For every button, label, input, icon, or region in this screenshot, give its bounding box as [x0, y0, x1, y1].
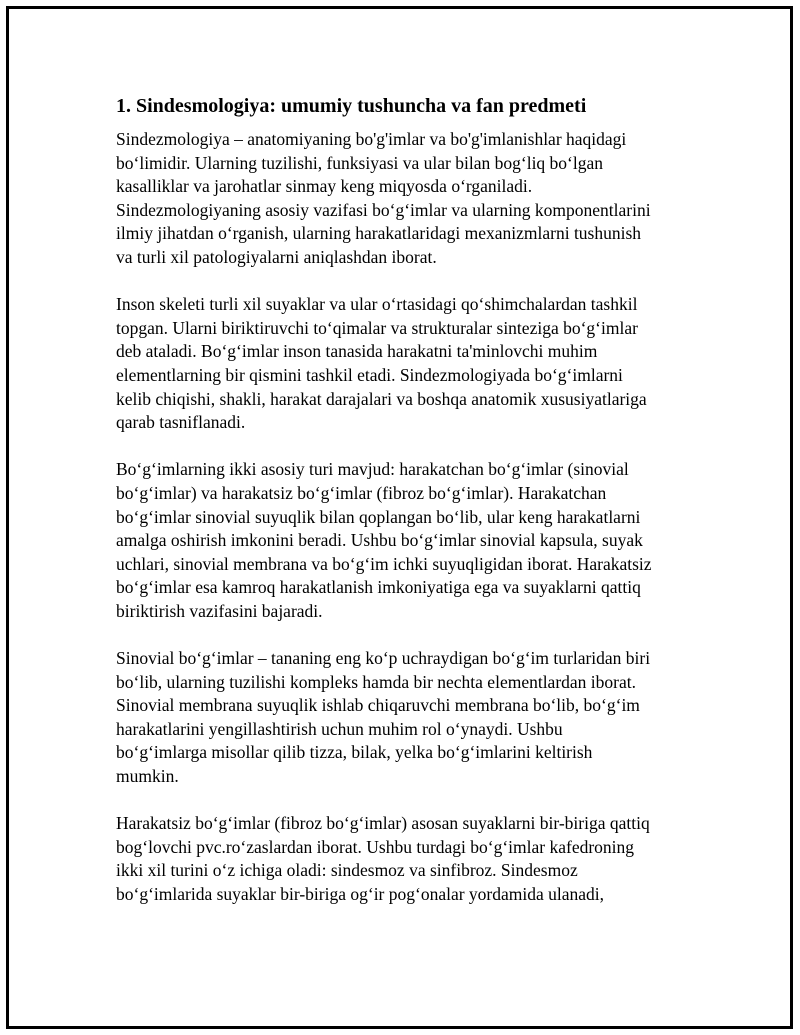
section-heading: 1. Sindesmologiya: umumiy tushuncha va fan predmeti — [116, 95, 587, 117]
paragraph-line: qarab tasniflanadi. — [116, 412, 246, 433]
paragraph-line: Sindezmologiyaning asosiy vazifasi bo‘g‘imlar va ularning komponentlarini — [116, 199, 651, 220]
paragraph-1 — [116, 128, 696, 270]
paragraph-2 — [116, 293, 696, 435]
paragraph-line: topgan. Ularni biriktiruvchi to‘qimalar va strukturalar sinteziga bo‘g‘imlar — [116, 317, 638, 338]
paragraph-line: ikki xil turini o‘z ichiga oladi: sindesmoz va sinfibroz. Sindesmoz — [116, 860, 578, 881]
paragraph-line: ilmiy jihatdan o‘rganish, ularning harakatlaridagi mexanizmlarni tushunish — [116, 223, 642, 244]
paragraph-line: Sinovial bo‘g‘imlar – tananing eng ko‘p uchraydigan bo‘g‘im turlaridan biri — [116, 648, 651, 669]
paragraph-line: kelib chiqishi, shakli, harakat darajalari va boshqa anatomik xususiyatlariga — [116, 388, 647, 409]
paragraph-line: va turli xil patologiyalarni aniqlashdan iborat. — [116, 246, 437, 267]
paragraph-line: Sinovial membrana suyuqlik ishlab chiqaruvchi membrana bo‘lib, bo‘g‘im — [116, 695, 640, 716]
paragraph-line: mumkin. — [116, 766, 179, 787]
paragraph-line: Inson skeleti turli xil suyaklar va ular o‘rtasidagi qo‘shimchalardan tashkil — [116, 294, 638, 315]
paragraph-line: Sindezmologiya – anatomiyaning bo'g'imlar va bo'g'imlanishlar haqidagi — [116, 129, 627, 149]
paragraph-line: bo‘g‘imlar sinovial suyuqlik bilan qoplangan bo‘lib, ular keng harakatlarni — [116, 506, 641, 527]
paragraph-5 — [116, 812, 696, 906]
paragraph-line: kasalliklar va jarohatlar sinmay keng miqyosda o‘rganiladi. — [116, 176, 533, 197]
paragraph-line: bog‘lovchi pvc.ro‘zaslardan iborat. Ushbu turdagi bo‘g‘imlar kafedroning — [116, 836, 635, 857]
paragraph-line: amalga oshirish imkonini beradi. Ushbu bo‘g‘imlar sinovial kapsula, suyak — [116, 530, 643, 551]
paragraph-line: bo‘g‘imlar esa kamroq harakatlanish imkoniyatiga ega va suyaklarni qattiq — [116, 577, 641, 598]
paragraph-line: harakatlarini yengillashtirish uchun muhim rol o‘ynaydi. Ushbu — [116, 718, 563, 739]
paragraph-3 — [116, 458, 696, 623]
paragraph-line: bo‘g‘imlarida suyaklar bir-biriga og‘ir pog‘onalar yordamida ulanadi, — [116, 884, 605, 904]
paragraph-line: deb ataladi. Bo‘g‘imlar inson tanasida harakatni ta'minlovchi muhim — [116, 341, 598, 362]
paragraph-line: Harakatsiz bo‘g‘imlar (fibroz bo‘g‘imlar) asosan suyaklarni bir-biriga qattiq — [116, 813, 650, 834]
paragraph-4 — [116, 647, 696, 789]
paragraph-line: biriktirish vazifasini bajaradi. — [116, 600, 323, 621]
paragraph-line: elementlarning bir qismini tashkil etadi. Sindezmologiyada bo‘g‘imlarni — [116, 364, 623, 385]
paragraph-line: bo‘limidir. Ularning tuzilishi, funksiyasi va ular bilan bog‘liq bo‘lgan — [116, 152, 604, 173]
paragraph-line: uchlari, sinovial membrana va bo‘g‘im ichki suyuqligidan iborat. Harakatsiz — [116, 553, 652, 574]
paragraph-line: bo‘lib, ularning tuzilishi kompleks hamda bir nechta elementlardan iborat. — [116, 671, 636, 692]
paragraph-line: Bo‘g‘imlarning ikki asosiy turi mavjud: harakatchan bo‘g‘imlar (sinovial — [116, 459, 629, 480]
paragraph-line: bo‘g‘imlar) va harakatsiz bo‘g‘imlar (fibroz bo‘g‘imlar). Harakatchan — [116, 482, 607, 503]
paragraph-line: bo‘g‘imlarga misollar qilib tizza, bilak, yelka bo‘g‘imlarini keltirish — [116, 742, 593, 763]
document-body — [116, 92, 696, 930]
